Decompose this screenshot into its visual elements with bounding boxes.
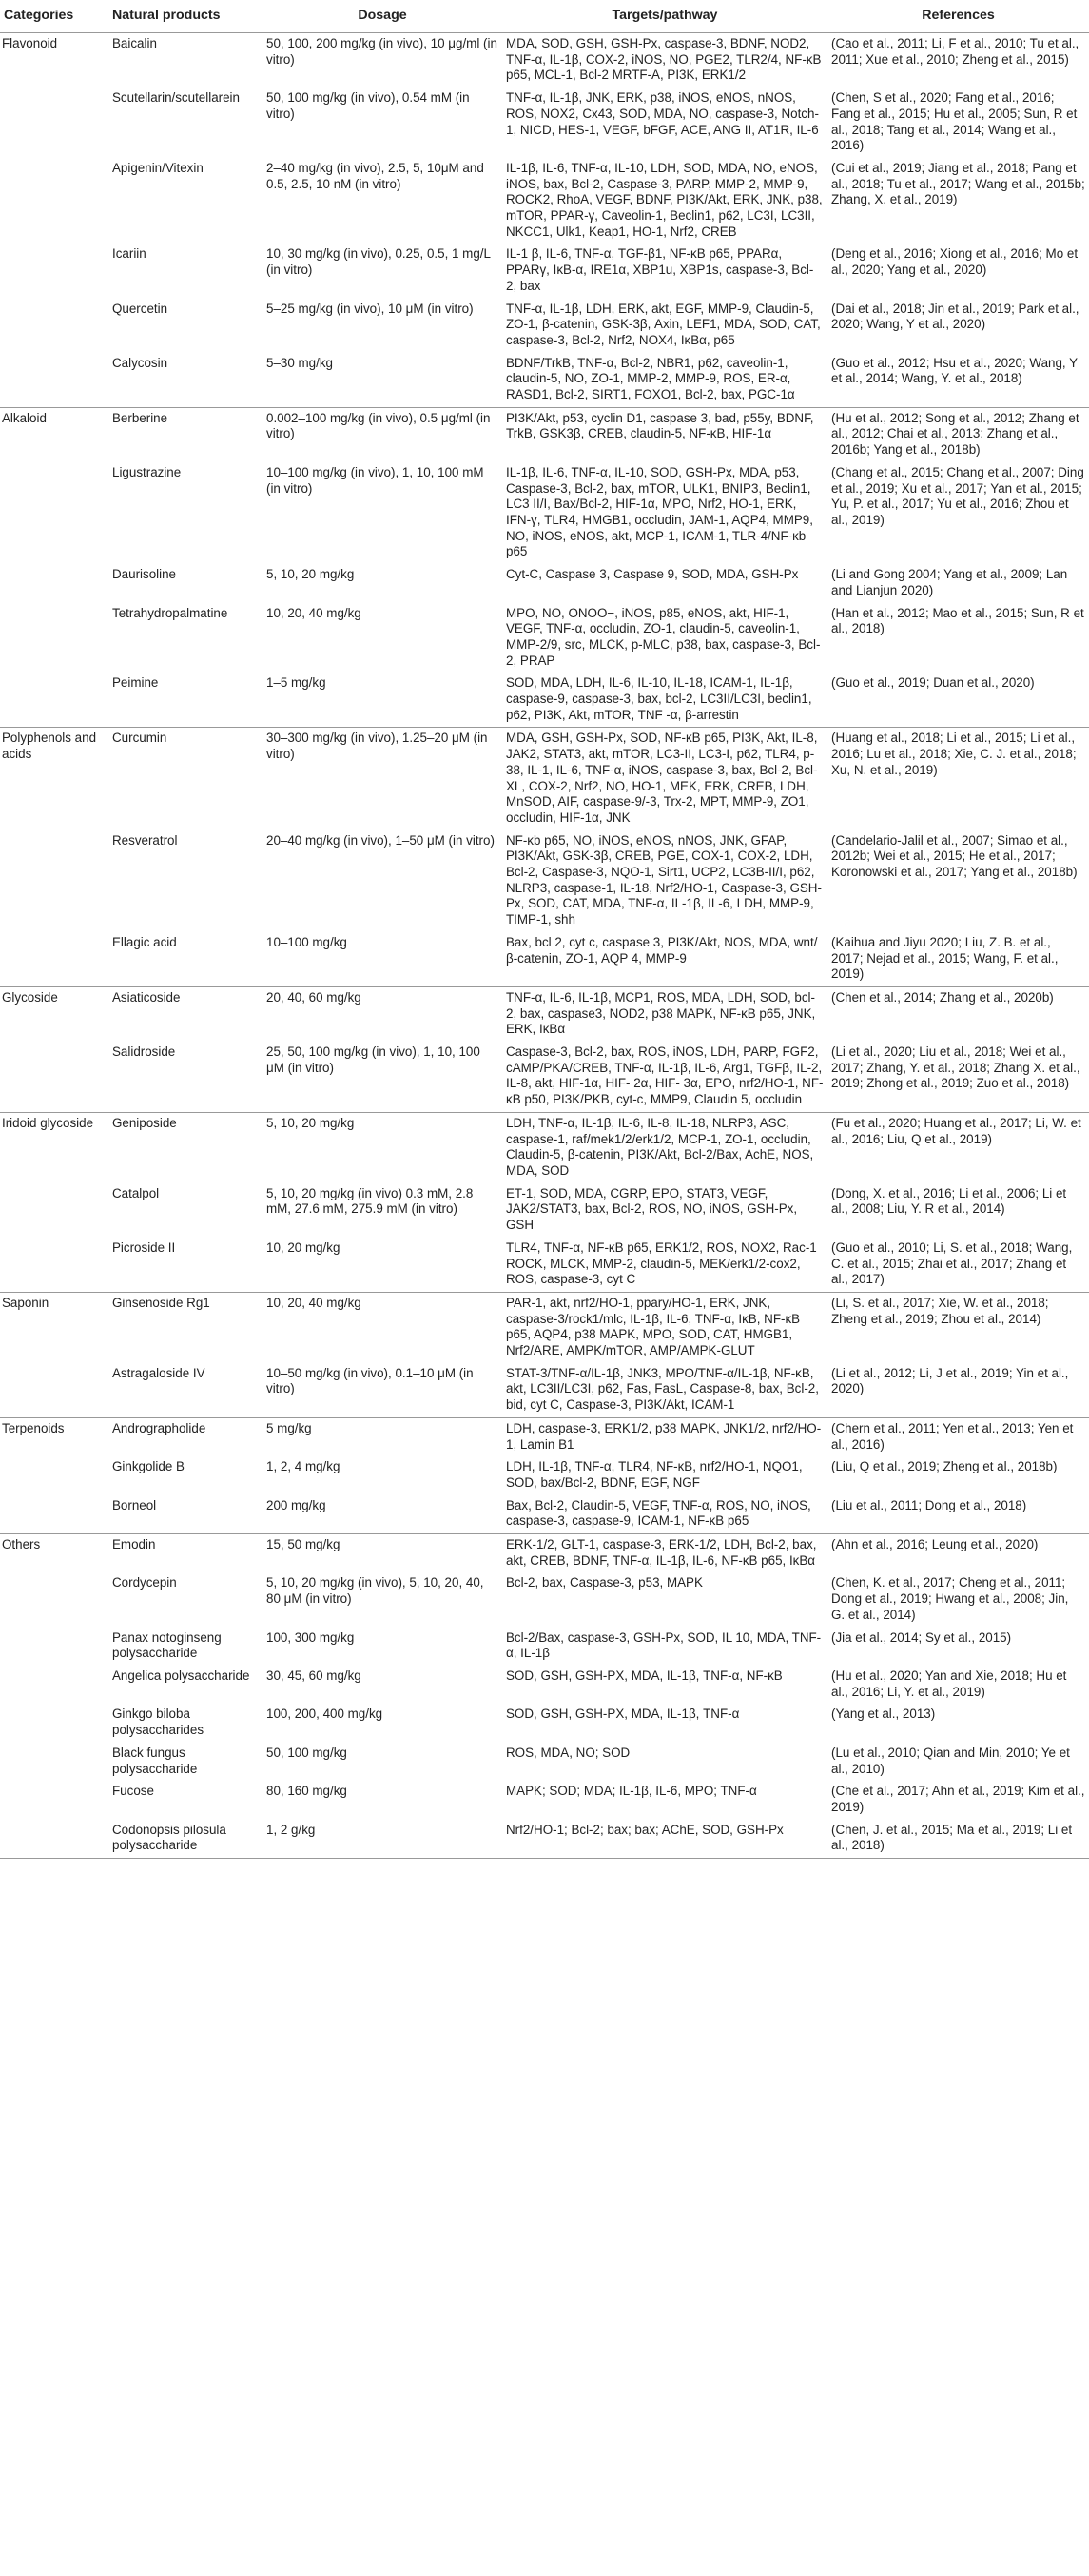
category-cell <box>0 1363 108 1418</box>
targets-cell: MAPK; SOD; MDA; IL-1β, IL-6, MPO; TNF-α <box>506 1784 757 1799</box>
references-cell: (Chang et al., 2015; Chang et al., 2007; Ding et al., 2019; Xu et al., 2017; Yan et al., 2015; Yu, P. et al., 2017; Yu et al., 2016; Zhou et al., 2019) <box>831 464 1084 527</box>
category-cell <box>0 158 108 244</box>
targets-cell: STAT-3/TNF-α/IL-1β, JNK3, MPO/TNF-α/IL-1β, NF-κB, akt, LC3II/LC3I, p62, Fas, FasL, Caspase-8, bax, Bcl-2, bid, cyt C, Caspase-3, PI3K/Akt, ICAM-1 <box>506 1365 819 1413</box>
references-cell: (Hu et al., 2020; Yan and Xie, 2018; Hu et al., 2016; Li, Y. et al., 2019) <box>831 1668 1067 1699</box>
references-cell: (Che et al., 2017; Ahn et al., 2019; Kim et al., 2019) <box>831 1784 1085 1814</box>
table-row <box>0 353 1089 408</box>
references-cell: (Li, S. et al., 2017; Xie, W. et al., 2018; Zheng et al., 2019; Zhou et al., 2014) <box>827 1292 1089 1362</box>
category-cell <box>0 673 108 728</box>
references-cell: (Dai et al., 2018; Jin et al., 2019; Park et al., 2020; Wang, Y et al., 2020) <box>831 301 1079 332</box>
dosage-cell: 10, 30 mg/kg (in vivo), 0.25, 0.5, 1 mg/L (in vitro) <box>266 246 491 278</box>
product-cell: Asiaticoside <box>108 986 263 1042</box>
targets-cell: Bax, Bcl-2, Claudin-5, VEGF, TNF-α, ROS, NO, iNOS, caspase-3, caspase-9, ICAM-1, NF-κB p65 <box>506 1497 811 1529</box>
product-cell: Apigenin/Vitexin <box>112 160 204 175</box>
product-cell: Quercetin <box>112 301 168 316</box>
dosage-cell: 1–5 mg/kg <box>266 675 326 691</box>
references-cell: (Lu et al., 2010; Qian and Min, 2010; Ye et al., 2010) <box>831 1745 1070 1776</box>
table-row <box>0 1820 1089 1859</box>
dosage-cell: 15, 50 mg/kg <box>263 1534 502 1573</box>
product-cell: Codonopsis pilosula polysaccharide <box>108 1820 263 1859</box>
category-cell <box>0 244 108 298</box>
table-row <box>0 830 1089 932</box>
product-cell: Ginkgolide B <box>112 1459 185 1474</box>
product-cell: Daurisoline <box>112 567 176 582</box>
header-natural-products: Natural products <box>108 0 263 33</box>
targets-cell: TNF-α, IL-1β, LDH, ERK, akt, EGF, MMP-9, Claudin-5, ZO-1, β-catenin, GSK-3β, Axin, LEF1, MDA, SOD, CAT, caspase-3, Bcl-2, Nrf2, NOX4, IκBα, p65 <box>506 301 821 347</box>
table-row <box>0 158 1089 244</box>
table-row <box>0 1456 1089 1494</box>
table-row <box>0 1112 1089 1182</box>
references-cell: (Jia et al., 2014; Sy et al., 2015) <box>831 1630 1012 1645</box>
product-cell: Baicalin <box>112 36 157 50</box>
dosage-cell: 80, 160 mg/kg <box>266 1784 347 1799</box>
targets-cell: Nrf2/HO-1; Bcl-2; bax; bax; AChE, SOD, GSH-Px <box>502 1820 827 1859</box>
references-cell: (Han et al., 2012; Mao et al., 2015; Sun, R et al., 2018) <box>831 605 1084 636</box>
dosage-cell: 10, 20, 40 mg/kg <box>266 605 361 620</box>
dosage-cell: 25, 50, 100 mg/kg (in vivo), 1, 10, 100 μM (in vitro) <box>266 1044 480 1075</box>
references-cell: (Fu et al., 2020; Huang et al., 2017; Li, W. et al., 2016; Liu, Q et al., 2019) <box>827 1112 1089 1182</box>
table-header-row <box>0 0 1089 33</box>
table-row <box>0 932 1089 987</box>
dosage-cell: 20, 40, 60 mg/kg <box>263 986 502 1042</box>
references-cell: (Deng et al., 2016; Xiong et al., 2016; Mo et al., 2020; Yang et al., 2020) <box>831 246 1079 278</box>
references-cell: (Guo et al., 2019; Duan et al., 2020) <box>831 675 1035 691</box>
table-row <box>0 564 1089 602</box>
table-row <box>0 1704 1089 1742</box>
targets-cell: ROS, MDA, NO; SOD <box>506 1745 631 1760</box>
dosage-cell: 100, 200, 400 mg/kg <box>266 1707 383 1722</box>
table-row <box>0 1495 1089 1534</box>
targets-cell: MPO, NO, ONOO−, iNOS, p85, eNOS, akt, HIF-1, VEGF, TNF-α, occludin, ZO-1, claudin-5, caveolin-1, MMP-2/9, src, MLCK, p-MLC, p38, bax, caspase-3, Bcl-2, PRAP <box>506 605 821 668</box>
product-cell: Cordycepin <box>112 1575 177 1590</box>
references-cell: (Chen, J. et al., 2015; Ma et al., 2019; Li et al., 2018) <box>827 1820 1089 1859</box>
targets-cell: IL-1 β, IL-6, TNF-α, TGF-β1, NF-κB p65, PPARα, PPARγ, IκB-α, IRE1α, XBP1u, XBP1s, caspase-3, Bcl-2, bax <box>506 246 814 293</box>
table-body <box>0 33 1089 1859</box>
table-row <box>0 673 1089 728</box>
table-row <box>0 88 1089 158</box>
dosage-cell: 5–30 mg/kg <box>266 355 333 370</box>
dosage-cell: 5, 10, 20 mg/kg (in vivo), 5, 10, 20, 40, 80 μM (in vitro) <box>266 1575 484 1607</box>
references-cell: (Chen, K. et al., 2017; Cheng et al., 2011; Dong et al., 2019; Hwang et al., 2008; Jin, G. et al., 2014) <box>831 1575 1069 1622</box>
targets-cell: TNF-α, IL-1β, JNK, ERK, p38, iNOS, eNOS, nNOS, ROS, NOX2, Cx43, SOD, MDA, NO, caspase-3, Notch-1, NICD, HES-1, VEGF, bFGF, ACE, ANG II, AT1R, IL-6 <box>506 90 819 137</box>
references-cell: (Li et al., 2020; Liu et al., 2018; Wei et al., 2017; Zhang, Y. et al., 2018; Zhang X. et al., 2019; Zhong et al., 2019; Zuo et al., 2018) <box>831 1044 1080 1091</box>
table-row <box>0 1292 1089 1362</box>
targets-cell: ET-1, SOD, MDA, CGRP, EPO, STAT3, VEGF, JAK2/STAT3, bax, Bcl-2, ROS, NO, iNOS, GSH-Px, GSH <box>506 1185 798 1233</box>
dosage-cell: 5 mg/kg <box>263 1417 502 1456</box>
product-cell: Icariin <box>112 246 146 262</box>
category-cell <box>0 1042 108 1112</box>
table-row <box>0 1042 1089 1112</box>
table-row <box>0 1572 1089 1627</box>
targets-cell: NF-κb p65, NO, iNOS, eNOS, nNOS, JNK, GFAP, PI3K/Akt, GSK-3β, CREB, PGE, COX-1, COX-2, LDH, Bcl-2, Caspase-3, NQO-1, Sirt1, UCP2, LC3B-II/I, p62, NLRP3, caspase-1, IL-18, Nrf2/HO-1, Caspase-3, GSH-Px, SOD, CAT, MDA, TNF-α, IL-1β, IL-6, LDH, MMP-9, TIMP-1, shh <box>506 832 822 927</box>
targets-cell: LDH, IL-1β, TNF-α, TLR4, NF-κB, nrf2/HO-1, NQO1, SOD, bax/Bcl-2, BDNF, EGF, NGF <box>506 1459 803 1490</box>
references-cell: (Hu et al., 2012; Song et al., 2012; Zhang et al., 2012; Chai et al., 2013; Zhang et al., 2016b; Yang et al., 2018b) <box>827 407 1089 462</box>
product-cell: Panax notoginseng polysaccharide <box>112 1630 222 1661</box>
references-cell: (Liu, Q et al., 2019; Zheng et al., 2018b) <box>831 1459 1058 1474</box>
targets-cell: PAR-1, akt, nrf2/HO-1, ppary/HO-1, ERK, JNK, caspase-3/rock1/mlc, IL-1β, IL-6, TNF-α, IκB, NF-κB p65, AQP4, p38 MAPK, MPO, SOD, CAT, HMGB1, Nrf2/ARE, AMPK/mTOR, AMP/AMPK-GLUT <box>502 1292 827 1362</box>
header-references: References <box>827 0 1089 33</box>
targets-cell: SOD, GSH, GSH-PX, MDA, IL-1β, TNF-α, NF-κB <box>506 1668 783 1683</box>
category-cell <box>0 353 108 408</box>
category-cell: Others <box>0 1534 108 1573</box>
targets-cell: MDA, GSH, GSH-Px, SOD, NF-κB p65, PI3K, Akt, IL-8, JAK2, STAT3, akt, mTOR, LC3-II, LC3-I, p62, TLR4, p-38, IL-1, IL-6, TNF-α, iNOS, caspase-3, bax, Bcl-2, Bcl-XL, COX-2, Nrf2, NO, HO-1, MEK, ERK, CREB, LDH, MnSOD, AIF, caspase-9/-3, Trx-2, MPT, MMP-9, ZO1, occludin, HIF-1α, JNK <box>502 728 827 830</box>
references-cell: (Liu et al., 2011; Dong et al., 2018) <box>831 1497 1027 1512</box>
table-row <box>0 1238 1089 1293</box>
dosage-cell: 5, 10, 20 mg/kg <box>263 1112 502 1182</box>
targets-cell: IL-1β, IL-6, TNF-α, IL-10, SOD, GSH-Px, MDA, p53, Caspase-3, Bcl-2, bax, mTOR, ULK1, BNIP3, Beclin1, LC3 II/I, Bax/Bcl-2, HIF-1α, MPO, Nrf2, HO-1, ERK, IFN-γ, TLR4, HMGB1, occludin, JAM-1, AQP4, MMP9, NO, iNOS, eNOS, akt, MCP-1, ICAM-1, TLR-4/NF-κb p65 <box>506 464 813 559</box>
product-cell: Borneol <box>112 1497 157 1512</box>
product-cell: Ligustrazine <box>112 464 182 479</box>
category-cell <box>0 830 108 932</box>
category-cell <box>0 299 108 353</box>
category-cell <box>0 462 108 564</box>
dosage-cell: 10–100 mg/kg <box>266 934 347 949</box>
product-cell: Catalpol <box>112 1185 160 1200</box>
dosage-cell: 5–25 mg/kg (in vivo), 10 μM (in vitro) <box>266 301 474 316</box>
references-cell: (Guo et al., 2010; Li, S. et al., 2018; Wang, C. et al., 2015; Zhai et al., 2017; Zhang et al., 2017) <box>831 1239 1073 1287</box>
dosage-cell: 20–40 mg/kg (in vivo), 1–50 μM (in vitro) <box>266 832 495 848</box>
category-cell <box>0 1628 108 1666</box>
product-cell: Angelica polysaccharide <box>112 1668 250 1683</box>
product-cell: Andrographolide <box>108 1417 263 1456</box>
table-row <box>0 462 1089 564</box>
references-cell: (Candelario-Jalil et al., 2007; Simao et al., 2012b; Wei et al., 2015; He et al., 2017; Koronowski et al., 2017; Yang et al., 2018b) <box>831 832 1078 880</box>
category-cell: Alkaloid <box>0 407 108 462</box>
product-cell: Resveratrol <box>112 832 178 848</box>
targets-cell: SOD, GSH, GSH-PX, MDA, IL-1β, TNF-α <box>506 1707 740 1722</box>
category-cell <box>0 1495 108 1534</box>
product-cell: Ginkgo biloba polysaccharides <box>112 1707 204 1738</box>
references-cell: (Chern et al., 2011; Yen et al., 2013; Yen et al., 2016) <box>827 1417 1089 1456</box>
dosage-cell: 10–50 mg/kg (in vivo), 0.1–10 μM (in vitro) <box>266 1365 474 1396</box>
targets-cell: MDA, SOD, GSH, GSH-Px, caspase-3, BDNF, NOD2, TNF-α, IL-1β, COX-2, iNOS, NO, PGE2, TLR2/4, NF-κB p65, MCL-1, Bcl-2 MRTF-A, PI3K, ERK1/2 <box>506 36 822 83</box>
table-row <box>0 407 1089 462</box>
references-cell: (Dong, X. et al., 2016; Li et al., 2006; Li et al., 2008; Liu, Y. R et al., 2014) <box>831 1185 1067 1217</box>
dosage-cell: 10–100 mg/kg (in vivo), 1, 10, 100 mM (in vitro) <box>266 464 484 496</box>
table-row <box>0 1628 1089 1666</box>
table-row <box>0 1417 1089 1456</box>
targets-cell: Bax, bcl 2, cyt c, caspase 3, PI3K/Akt, NOS, MDA, wnt/β-catenin, ZO-1, AQP 4, MMP-9 <box>506 934 818 966</box>
table-row <box>0 1666 1089 1704</box>
table-row <box>0 728 1089 830</box>
targets-cell: LDH, caspase-3, ERK1/2, p38 MAPK, JNK1/2, nrf2/HO-1, Lamin B1 <box>502 1417 827 1456</box>
product-cell: Fucose <box>112 1784 154 1799</box>
references-cell: (Huang et al., 2018; Li et al., 2015; Li et al., 2016; Lu et al., 2018; Xie, C. J. et al., 2018; Xu, N. et al., 2019) <box>827 728 1089 830</box>
product-cell: Scutellarin/scutellarein <box>112 90 240 106</box>
references-cell: (Ahn et al., 2016; Leung et al., 2020) <box>827 1534 1089 1573</box>
references-cell: (Chen, S et al., 2020; Fang et al., 2016; Fang et al., 2015; Hu et al., 2005; Sun, R et al., 2018; Tang et al., 2014; Wang et al., 2016) <box>831 90 1078 153</box>
table-row <box>0 986 1089 1042</box>
product-cell: Berberine <box>108 407 263 462</box>
product-cell: Tetrahydropalmatine <box>112 605 228 620</box>
references-cell: (Kaihua and Jiyu 2020; Liu, Z. B. et al., 2017; Nejad et al., 2015; Wang, F. et al., 2019) <box>831 934 1059 982</box>
product-cell: Emodin <box>108 1534 263 1573</box>
category-cell <box>0 1781 108 1819</box>
dosage-cell: 5, 10, 20 mg/kg (in vivo) 0.3 mM, 2.8 mM, 27.6 mM, 275.9 mM (in vitro) <box>266 1185 474 1217</box>
dosage-cell: 30, 45, 60 mg/kg <box>266 1668 361 1683</box>
product-cell: Peimine <box>112 675 159 691</box>
targets-cell: TLR4, TNF-α, NF-κB p65, ERK1/2, ROS, NOX2, Rac-1 ROCK, MLCK, MMP-2, claudin-5, MEK/erk1/2-cox2, ROS, caspase-3, cyt C <box>506 1239 817 1287</box>
table-row <box>0 299 1089 353</box>
dosage-cell: 10, 20, 40 mg/kg <box>263 1292 502 1362</box>
product-cell: Salidroside <box>112 1044 176 1060</box>
dosage-cell: 1, 2, 4 mg/kg <box>266 1459 340 1474</box>
targets-cell: Cyt-C, Caspase 3, Caspase 9, SOD, MDA, GSH-Px <box>506 567 799 582</box>
dosage-cell: 100, 300 mg/kg <box>266 1630 355 1645</box>
table-row <box>0 1183 1089 1238</box>
references-cell: (Cao et al., 2011; Li, F et al., 2010; Tu et al., 2011; Xue et al., 2010; Zheng et al., 2015) <box>831 36 1079 67</box>
targets-cell: ERK-1/2, GLT-1, caspase-3, ERK-1/2, LDH, Bcl-2, bax, akt, CREB, BDNF, TNF-α, IL-1β, IL-6, NF-κB p65, IκBα <box>502 1534 827 1573</box>
table-row <box>0 1743 1089 1781</box>
product-cell: Picroside II <box>112 1239 176 1255</box>
targets-cell: PI3K/Akt, p53, cyclin D1, caspase 3, bad, p55y, BDNF, TrkB, GSK3β, CREB, claudin-5, NF-κB, HIF-1α <box>502 407 827 462</box>
category-cell <box>0 1666 108 1704</box>
category-cell: Flavonoid <box>2 36 58 50</box>
category-cell: Iridoid glycoside <box>0 1112 108 1182</box>
category-cell <box>0 1456 108 1494</box>
targets-cell: LDH, TNF-α, IL-1β, IL-6, IL-8, IL-18, NLRP3, ASC, caspase-1, raf/mek1/2/erk1/2, MCP-1, ZO-1, occludin, Claudin-5, β-catenin, PI3K/Akt, Bcl-2/Bax, AchE, NOS, MDA, SOD <box>502 1112 827 1182</box>
product-cell: Geniposide <box>108 1112 263 1182</box>
references-cell: (Li et al., 2012; Li, J et al., 2019; Yin et al., 2020) <box>831 1365 1069 1396</box>
header-targets-pathway: Targets/pathway <box>502 0 827 33</box>
category-cell <box>0 88 108 158</box>
category-cell <box>0 1704 108 1742</box>
references-cell: (Chen et al., 2014; Zhang et al., 2020b) <box>827 986 1089 1042</box>
dosage-cell: 0.002–100 mg/kg (in vivo), 0.5 μg/ml (in vitro) <box>263 407 502 462</box>
targets-cell: IL-1β, IL-6, TNF-α, IL-10, LDH, SOD, MDA, NO, eNOS, iNOS, bax, Bcl-2, Caspase-3, PARP, MMP-2, MMP-9, ROCK2, RhoA, VEGF, BDNF, PI3K/Akt, ERK, JNK, p38, mTOR, PPAR-γ, Caveolin-1, Beclin1, p62, LC3I, LC3II, NKCC1, Ulk1, Keap1, HO-1, Nrf2, CREB <box>506 160 823 239</box>
table-row <box>0 33 1089 88</box>
dosage-cell: 5, 10, 20 mg/kg <box>266 567 355 582</box>
category-cell <box>0 1238 108 1293</box>
references-cell: (Guo et al., 2012; Hsu et al., 2020; Wang, Y et al., 2014; Wang, Y. et al., 2018) <box>831 355 1078 386</box>
table-row <box>0 603 1089 673</box>
dosage-cell: 10, 20 mg/kg <box>266 1239 340 1255</box>
category-cell <box>0 1572 108 1627</box>
dosage-cell: 50, 100 mg/kg <box>266 1745 347 1760</box>
header-categories: Categories <box>0 0 108 33</box>
dosage-cell: 1, 2 g/kg <box>263 1820 502 1859</box>
targets-cell: Caspase-3, Bcl-2, bax, ROS, iNOS, LDH, PARP, FGF2, cAMP/PKA/CREB, TNF-α, IL-1β, IL-6, Arg1, TGFβ, IL-2, IL-8, akt, HIF-1α, HIF- 2α, HIF- 3α, EPO, nrf2/HO-1, NF-κB p50, PI3K/PKB, cyt-c, MMP9, Claudin 5, occludin <box>506 1044 824 1107</box>
targets-cell: BDNF/TrkB, TNF-α, Bcl-2, NBR1, p62, caveolin-1, claudin-5, NO, ZO-1, MMP-2, MMP-9, ROS, ER-α, RASD1, Bcl-2, SIRT1, FOXO1, Bcl-2, bax, PGC-1α <box>506 355 795 402</box>
dosage-cell: 200 mg/kg <box>266 1497 326 1512</box>
category-cell <box>0 932 108 987</box>
dosage-cell: 50, 100, 200 mg/kg (in vivo), 10 μg/ml (in vitro) <box>266 36 497 67</box>
table-row <box>0 1781 1089 1819</box>
category-cell <box>0 564 108 602</box>
targets-cell: TNF-α, IL-6, IL-1β, MCP1, ROS, MDA, LDH, SOD, bcl-2, bax, caspase3, NOD2, p38 MAPK, NF-κB p65, JNK, ERK, IκBα <box>502 986 827 1042</box>
references-cell: (Yang et al., 2013) <box>831 1707 936 1722</box>
references-cell: (Li and Gong 2004; Yang et al., 2009; Lan and Lianjun 2020) <box>831 567 1068 597</box>
product-cell: Astragaloside IV <box>112 1365 205 1380</box>
references-cell: (Cui et al., 2019; Jiang et al., 2018; Pang et al., 2018; Tu et al., 2017; Wang et al., 2015b; Zhang, X. et al., 2019) <box>831 160 1085 207</box>
category-cell <box>0 603 108 673</box>
dosage-cell: 50, 100 mg/kg (in vivo), 0.54 mM (in vitro) <box>266 90 470 121</box>
targets-cell: Bcl-2/Bax, caspase-3, GSH-Px, SOD, IL 10, MDA, TNF-α, IL-1β <box>506 1630 822 1661</box>
product-cell: Calycosin <box>112 355 168 370</box>
targets-cell: Bcl-2, bax, Caspase-3, p53, MAPK <box>506 1575 703 1590</box>
category-cell: Saponin <box>0 1292 108 1362</box>
product-cell: Ginsenoside Rg1 <box>108 1292 263 1362</box>
dosage-cell: 2–40 mg/kg (in vivo), 2.5, 5, 10μM and 0.5, 2.5, 10 nM (in vitro) <box>266 160 484 191</box>
category-cell <box>0 1820 108 1859</box>
product-cell: Black fungus polysaccharide <box>112 1745 198 1776</box>
product-cell: Curcumin <box>108 728 263 830</box>
table-row <box>0 1363 1089 1418</box>
category-cell: Glycoside <box>0 986 108 1042</box>
targets-cell: SOD, MDA, LDH, IL-6, IL-10, IL-18, ICAM-1, IL-1β, caspase-9, caspase-3, bax, bcl-2, LC3II/LC3I, beclin1, p62, PI3K, Akt, mTOR, TNF -α, β-arrestin <box>506 675 812 722</box>
product-cell: Ellagic acid <box>112 934 177 949</box>
category-cell <box>0 1183 108 1238</box>
table-row <box>0 244 1089 298</box>
category-cell: Polyphenols and acids <box>0 728 108 830</box>
category-cell: Terpenoids <box>0 1417 108 1456</box>
table-row <box>0 1534 1089 1573</box>
dosage-cell: 30–300 mg/kg (in vivo), 1.25–20 μM (in vitro) <box>263 728 502 830</box>
category-cell <box>0 1743 108 1781</box>
header-dosage: Dosage <box>263 0 502 33</box>
